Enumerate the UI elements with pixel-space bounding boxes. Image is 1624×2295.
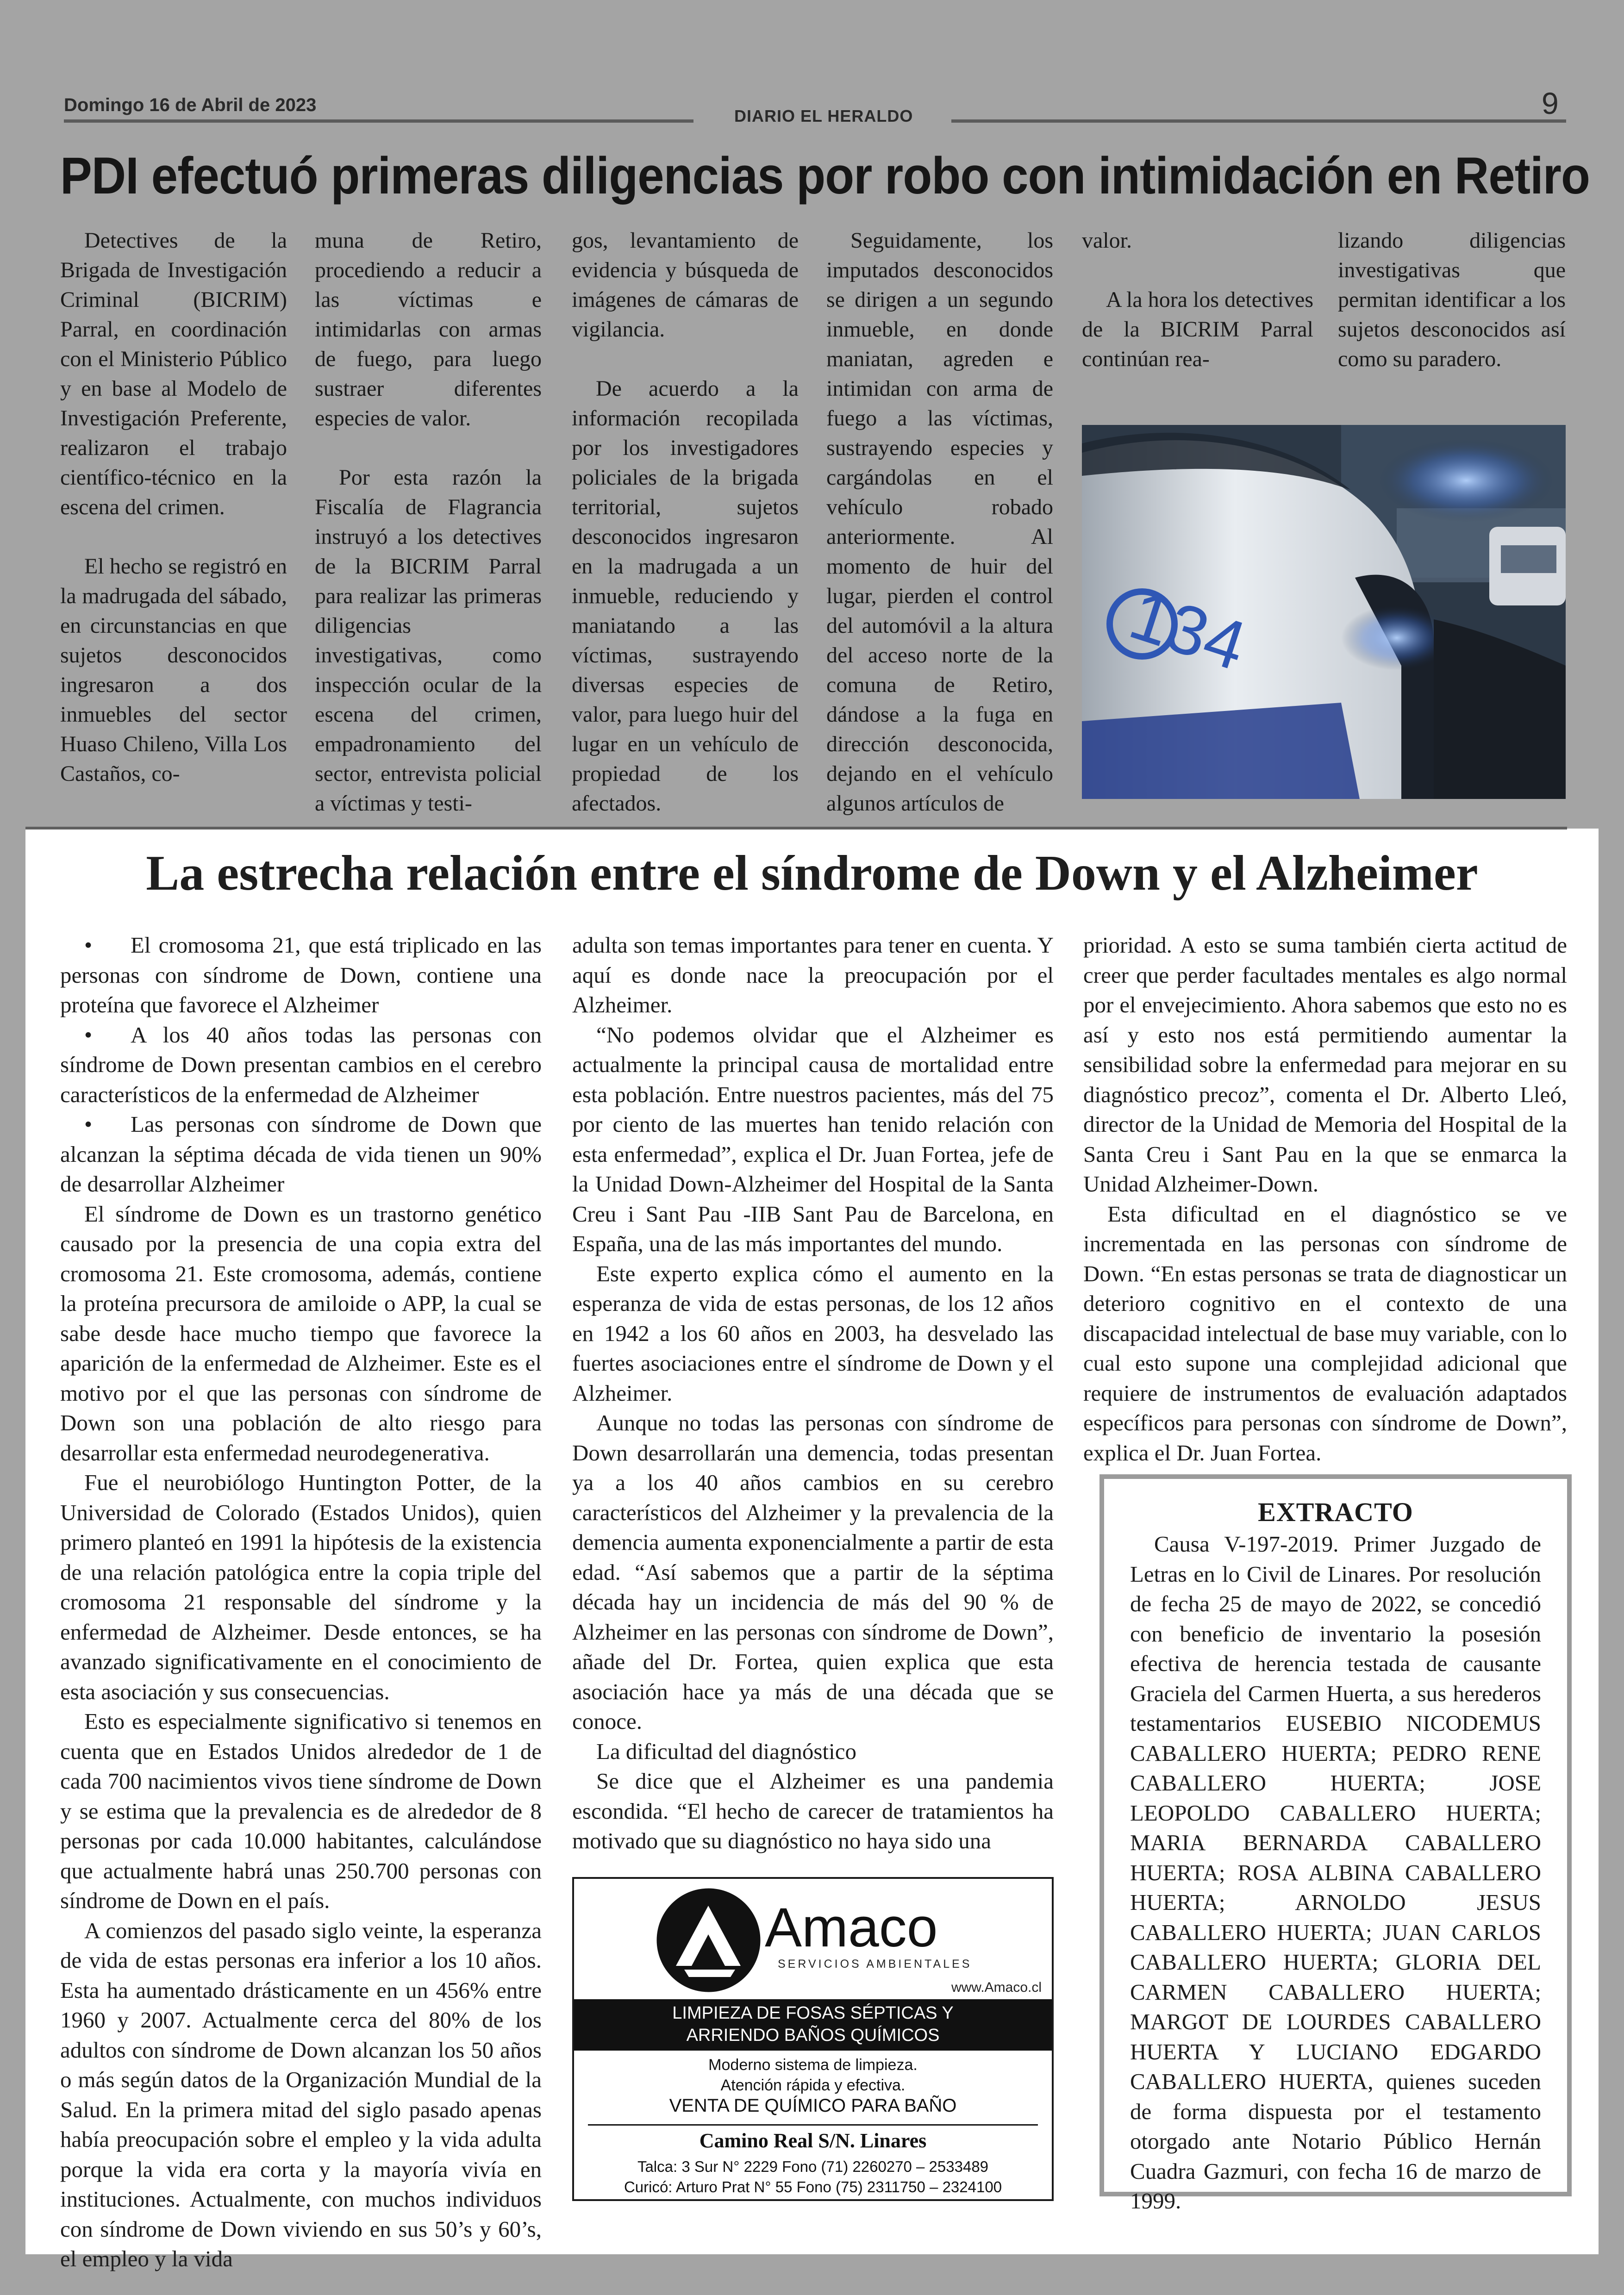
bullet-text: Las personas con síndrome de Down que alcanzan la séptima década de vida tienen un 90% de desarrollar Alzheimer	[60, 1111, 542, 1197]
article1-paragraph: Seguidamente, los imputados desconocidos se dirigen a un segundo inmueble, en donde maniatan, agreden e intimidan con arma de fuego a las víctimas, sustrayendo especies y cargándolas en el vehículo robado anteriormente. Al momento de huir del lugar, pierden el control del automóvil a la altura del acceso norte de la comuna de Retiro, dándose a la fuga en dirección desconocida, dejando en el vehículo algunos artículos de	[826, 228, 1053, 816]
article2-paragraph: El síndrome de Down es un trastorno genético causado por la presencia de una copia extra del cromosoma 21. Este cromosoma, además, contiene la proteína precursora de amiloide o APP, la cual se sabe desde hace mucho tiempo que favorece la aparición de la enfermedad de Alzheimer. Este es el motivo por el que las personas con síndrome de Down son una población de alto riesgo para desarrollar esta enfermedad neurodegenerativa.	[60, 1201, 542, 1466]
article1-column-4	[826, 226, 1053, 848]
publication-name: DIARIO EL HERALDO	[734, 106, 913, 125]
article2-paragraph: Se dice que el Alzheimer es una pandemia escondida. “El hecho de carecer de tratamientos ha motivado que su diagnóstico no haya sido una	[572, 1768, 1054, 1853]
branch-curico: Curicó: Arturo Prat N° 55 Fono (75) 2311750 – 2324100	[624, 2178, 1002, 2195]
offer-line-3: VENTA DE QUÍMICO PARA BAÑO	[669, 2095, 957, 2116]
page-number: 9	[1542, 86, 1559, 120]
amaco-website: www.Amaco.cl	[951, 1980, 1042, 1995]
branch-talca: Talca: 3 Sur N° 2229 Fono (71) 2260270 – 2533489	[637, 2158, 989, 2175]
banner-line-1: LIMPIEZA DE FOSAS SÉPTICAS Y	[672, 2003, 954, 2023]
bullet-icon: •	[84, 1111, 93, 1137]
article2-paragraph: adulta son temas importantes para tener en cuenta. Y aquí es donde nace la preocupación por el Alzheimer.	[572, 932, 1054, 1017]
amaco-branches	[574, 2157, 1052, 2197]
legal-notice-box	[1099, 1474, 1572, 2214]
article1-paragraph: lizando diligencias investigativas que permitan identificar a los sujetos desconocidos así como su paradero.	[1338, 228, 1566, 371]
police-car-illustration	[1082, 425, 1566, 799]
amaco-address: Camino Real S/N. Linares	[699, 2129, 927, 2152]
article2-column-2	[572, 930, 1054, 1856]
article2-paragraph: A comienzos del pasado siglo veinte, la esperanza de vida de estas personas era inferior a los 10 años. Esta ha aumentado drásticamente en un 456% entre 1960 y 2007. Actualmente cerca del 80% de los adultos con síndrome de Down alcanzan los 50 años o más según datos de la Organización Mundial de la Salud. En la primera mitad del siglo pasado apenas había preocupación sobre el empleo y la vida adulta porque la vida era corta y la mayoría vivía en instituciones. Actualmente, con muchos individuos con síndrome de Down viviendo en sus 50’s y 60’s, el empleo y la vida	[60, 1917, 542, 2271]
ad-divider	[588, 2124, 1038, 2126]
article1-paragraph: valor.	[1082, 228, 1132, 253]
article2-column-1	[60, 930, 542, 2274]
car-number: 134	[1121, 575, 1255, 685]
article1-column-5	[1082, 226, 1313, 404]
article2-column-3	[1083, 930, 1567, 1468]
article2-paragraph: Este experto explica cómo el aumento en la esperanza de vida de estas personas, de los 12 años en 1942 a los 60 años en 2003, ha desvelado las fuertes asociaciones entre el síndrome de Down y el Alzheimer.	[572, 1260, 1054, 1406]
amaco-tagline: SERVICIOS AMBIENTALES	[778, 1958, 972, 1971]
article2-paragraph: Fue el neurobiólogo Huntington Potter, de la Universidad de Colorado (Estados Unidos), quien primero planteó en 1991 la hipótesis de la existencia de una relación patológica entre la copia triple del cromosoma 21 responsable del síndrome y la enfermedad de Alzheimer. Desde entonces, se ha avanzado significativamente en el conocimiento de esta asociación y sus consecuencias.	[60, 1470, 542, 1704]
article1-paragraph: A la hora los detectives de la BICRIM Parral continúan rea-	[1082, 287, 1313, 371]
article1-paragraph: El hecho se registró en la madrugada del sábado, en circunstancias en que sujetos desconocidos ingresaron a dos inmuebles del sector Huaso Chileno, Villa Los Castaños, co-	[60, 554, 287, 786]
amaco-offer	[574, 2055, 1052, 2116]
article1-paragraph: Por esta razón la Fiscalía de Flagrancia instruyó a los detectives de la BICRIM Parral para realizar las primeras diligencias investigativas, como inspección ocular de la escena del crimen, empadronamiento del sector, entrevista policial a víctimas y testi-	[315, 465, 542, 816]
article2-paragraph: prioridad. A esto se suma también cierta actitud de creer que perder facultades mentales es algo normal por el envejecimiento. Ahora sabemos que esto no es así y esto nos está permitiendo aumentar la sensibilidad sobre la enfermedad para mejorar en su diagnóstico precoz”, comenta el Dr. Alberto Lleó, director de la Unidad de Memoria del Hospital de la Santa Creu i Sant Pau en la que se enmarca la Unidad Alzheimer-Down.	[1083, 932, 1567, 1197]
article1-column-1	[60, 226, 287, 818]
article1-headline: PDI efectuó primeras diligencias por robo con intimidación en Retiro	[60, 147, 1590, 205]
bullet-text: El cromosoma 21, que está triplicado en las personas con síndrome de Down, contiene una proteína que favorece el Alzheimer	[60, 932, 542, 1017]
article1-column-2	[315, 226, 542, 848]
banner-line-2: ARRIENDO BAÑOS QUÍMICOS	[686, 2026, 940, 2045]
amaco-brand-name: Amaco	[765, 1896, 938, 1958]
bullet-point	[60, 1110, 542, 1199]
article1-paragraph: muna de Retiro, procediendo a reducir a las víctimas e intimidarlas con armas de fuego, para luego sustraer diferentes especies de valor.	[315, 228, 542, 430]
bullet-icon: •	[84, 1022, 93, 1048]
amaco-logo-icon	[656, 1888, 761, 1992]
article1-paragraph: Detectives de la Brigada de Investigación Criminal (BICRIM) Parral, en coordinación con el Ministerio Público y en base al Modelo de Investigación Preferente, realizaron el trabajo científico-técnico en la escena del crimen.	[60, 228, 287, 519]
bullet-point	[60, 930, 542, 1020]
bullet-icon: •	[84, 932, 93, 958]
article2-paragraph: Esto es especialmente significativo si tenemos en cuenta que en Estados Unidos alrededor de 1 de cada 700 nacimientos vivos tiene síndrome de Down y se estima que la prevalencia es de alrededor de 8 personas por cada 10.000 habitantes, calculándose que actualmente habrá unas 250.700 personas con síndrome de Down en el país.	[60, 1709, 542, 1913]
legal-notice-title: EXTRACTO	[1258, 1497, 1413, 1527]
header-rule-right	[951, 119, 1566, 123]
offer-line-1: Moderno sistema de limpieza.	[708, 2056, 918, 2074]
header-rule-left	[64, 119, 693, 123]
article2-headline: La estrecha relación entre el síndrome de Down y el Alzheimer	[146, 846, 1478, 901]
issue-date: Domingo 16 de Abril de 2023	[64, 95, 317, 115]
offer-line-2: Atención rápida y efectiva.	[720, 2077, 906, 2094]
police-car-photo	[1082, 425, 1566, 799]
amaco-advertisement	[572, 1877, 1054, 2201]
article2-paragraph: Esta dificultad en el diagnóstico se ve incrementada en las personas con síndrome de Down. “En estas personas se trata de diagnosticar un deterioro cognitivo en el contexto de una discapacidad intelectual de base muy variable, con lo cual esto supone una complejidad adicional que requiere de instrumentos de evaluación adaptados específicos para personas con síndrome de Down”, explica el Dr. Juan Fortea.	[1083, 1201, 1567, 1466]
article1-paragraph: gos, levantamiento de evidencia y búsqueda de imágenes de cámaras de vigilancia.	[572, 228, 799, 342]
article1-column-3	[572, 226, 799, 848]
article2-paragraph: “No podemos olvidar que el Alzheimer es actualmente la principal causa de mortalidad entre esta población. Entre nuestros pacientes, más del 75 por ciento de las muertes han tenido relación con esta enfermedad”, explica el Dr. Juan Fortea, jefe de la Unidad Down-Alzheimer del Hospital de la Santa Creu i Sant Pau -IIB Sant Pau de Barcelona, en España, una de las más importantes del mundo.	[572, 1022, 1054, 1256]
article2-subheading: La dificultad del diagnóstico	[596, 1738, 856, 1764]
bullet-text: A los 40 años todas las personas con síndrome de Down presentan cambios en el cerebro característicos de la enfermedad de Alzheimer	[60, 1022, 542, 1107]
article2-paragraph: Aunque no todas las personas con síndrome de Down desarrollarán una demencia, todas presentan ya a los 40 años cambios en su cerebro característicos del Alzheimer y la prevalencia de la demencia aumenta exponencialmente a partir de esta edad. “Así sabemos que a partir de la séptima década hay un incidencia de más del 90 % de Alzheimer en las personas con síndrome de Down”, añade del Dr. Fortea, quien explica que esta asociación hace ya más de una década que se conoce.	[572, 1410, 1054, 1734]
section-divider	[25, 827, 1567, 829]
legal-notice-body: Causa V-197-2019. Primer Juzgado de Letras en lo Civil de Linares. Por resolución de fecha 25 de mayo de 2022, se concedió con beneficio de inventario la posesión efectiva de herencia testada de causante Graciela del Carmen Huerta, a sus herederos testamentarios EUSEBIO NICODEMUS CABALLERO HUERTA; PEDRO RENE CABALLERO HUERTA; JOSE LEOPOLDO CABALLERO HUERTA; MARIA BERNARDA CABALLERO HUERTA; ROSA ALBINA CABALLERO HUERTA; ARNOLDO JESUS CABALLERO HUERTA; JUAN CARLOS CABALLERO HUERTA; GLORIA DEL CARMEN CABALLERO HUERTA; MARGOT DE LOURDES CABALLERO HUERTA Y LUCIANO EDGARDO CABALLERO HUERTA, quienes suceden de forma dispuesta por el testamento otorgado ante Notario Público Hernán Cuadra Gazmuri, con fecha 16 de marzo de 1999.	[1130, 1531, 1541, 2214]
bullet-point	[60, 1020, 542, 1110]
article1-column-6	[1338, 226, 1566, 404]
article1-paragraph: De acuerdo a la información recopilada por los investigadores policiales de la brigada territorial, sujetos desconocidos ingresaron en la madrugada a un inmueble, reduciendo y maniatando a las víctimas, sustrayendo diversas especies de valor, para luego huir del lugar en un vehículo de propiedad de los afectados.	[572, 376, 799, 816]
amaco-services-banner	[574, 1999, 1052, 2051]
